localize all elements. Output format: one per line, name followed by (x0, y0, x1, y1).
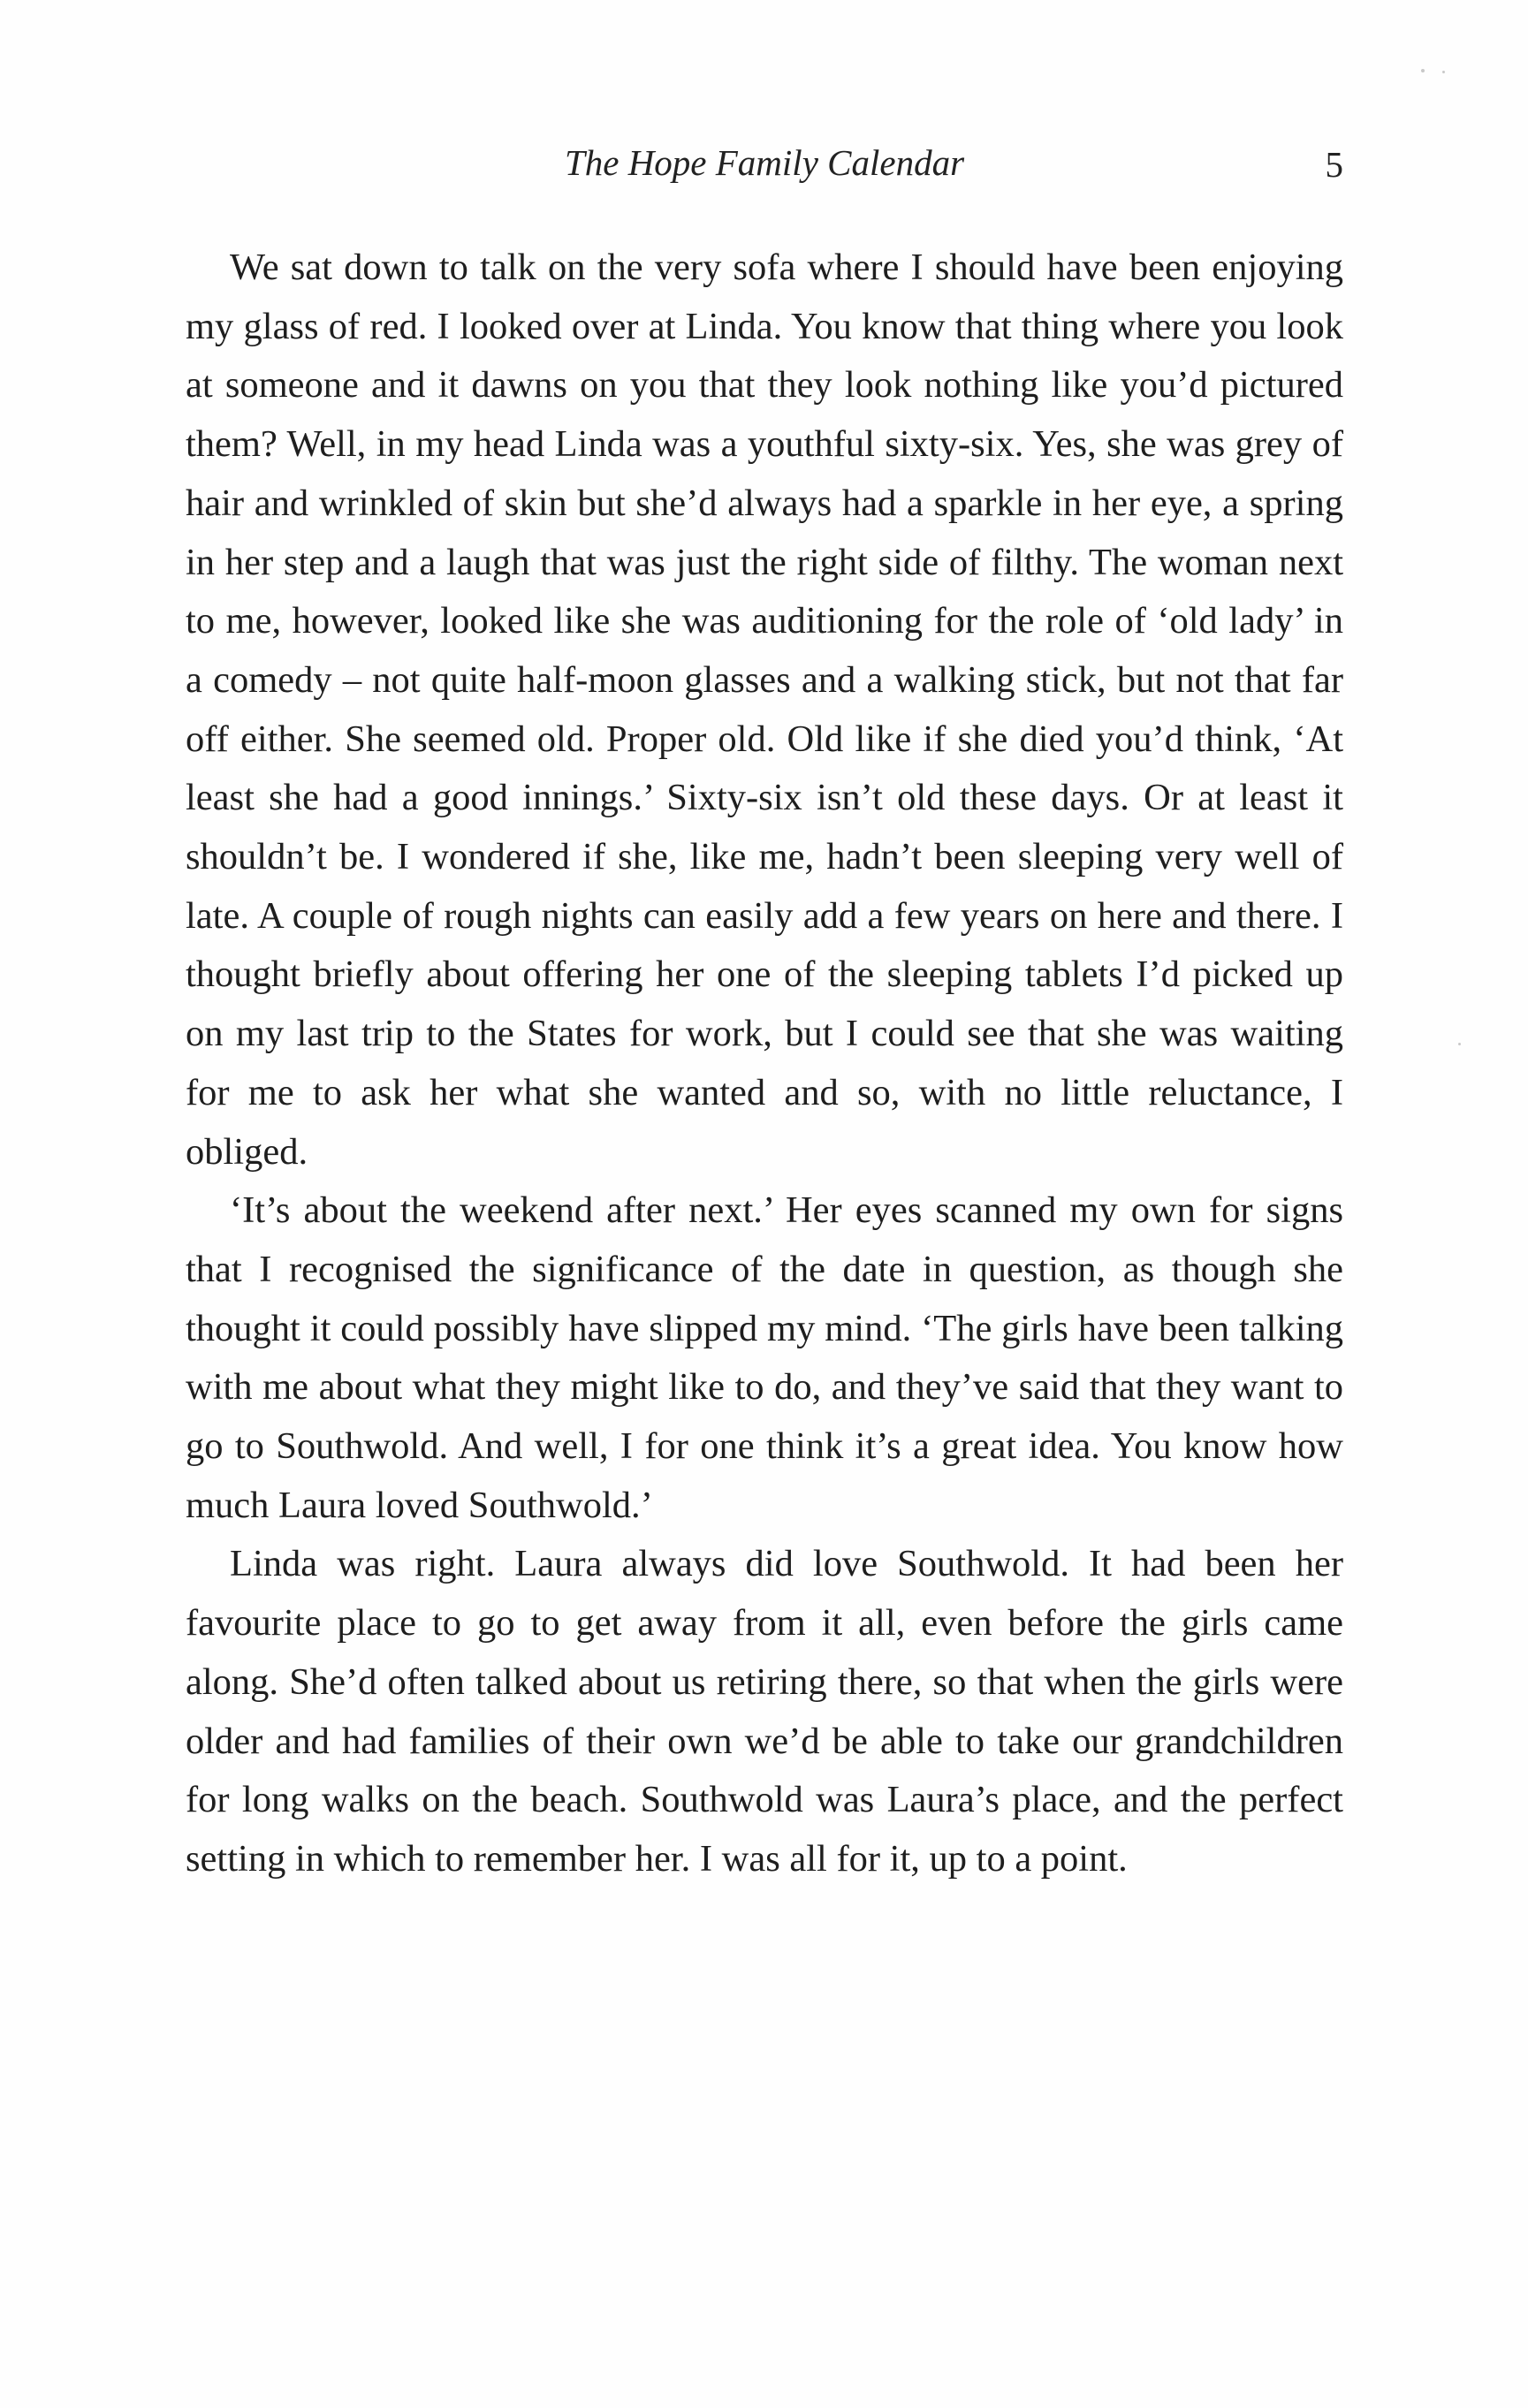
paper-speck (1458, 1043, 1461, 1045)
paper-speck (1442, 71, 1445, 73)
paragraph: Linda was right. Laura always did love Southwold. It had been her favourite place to go to get away from it all, even before the girls came along. She’d often talked about us retiring there, so that when the girls were older and had families of their own we’d be able to take our grandchildren for long walks on the beach. Southwold was Laura’s place, and the perfect setting in which to remember her. I was all for it, up to a point. (186, 1543, 1343, 1880)
paragraph: We sat down to talk on the very sofa where I should have been enjoying my glass of red. I looked over at Linda. You know that thing where you look at someone and it dawns on you that they look nothing like you’d pictured them? Well, in my head Linda was a youthful sixty-six. Yes, she was grey of hair and wrinkled of skin but she’d always had a sparkle in her eye, a spring in her step and a laugh that was just the right side of filthy. The woman next to me, however, looked like she was auditioning for the role of ‘old lady’ in a comedy – not quite half-moon glasses and a walking stick, but not that far off either. She seemed old. Proper old. Old like if she died you’d think, ‘At least she had a good innings.’ Sixty-six isn’t old these days. Or at least it shouldn’t be. I wondered if she, like me, hadn’t been sleeping very well of late. A couple of rough nights can easily add a few years on here and there. I thought briefly about offering her one of the sleeping tablets I’d picked up on my last trip to the States for work, but I could see that she was waiting for me to ask her what she wanted and so, with no little reluctance, I obliged. (186, 247, 1343, 1173)
running-title: The Hope Family Calendar (564, 142, 965, 183)
page-number: 5 (1325, 144, 1343, 185)
running-head (186, 141, 1343, 194)
paper-speck (1421, 69, 1425, 72)
body-text (186, 239, 1343, 1889)
paragraph: ‘It’s about the weekend after next.’ Her eyes scanned my own for signs that I recognised the significance of the date in question, as though she thought it could possibly have slipped my mind. ‘The girls have been talking with me about what they might like to do, and they’ve said that they want to go to Southwold. And well, I for one think it’s a great idea. You know how much Laura loved Southwold.’ (186, 1189, 1343, 1526)
